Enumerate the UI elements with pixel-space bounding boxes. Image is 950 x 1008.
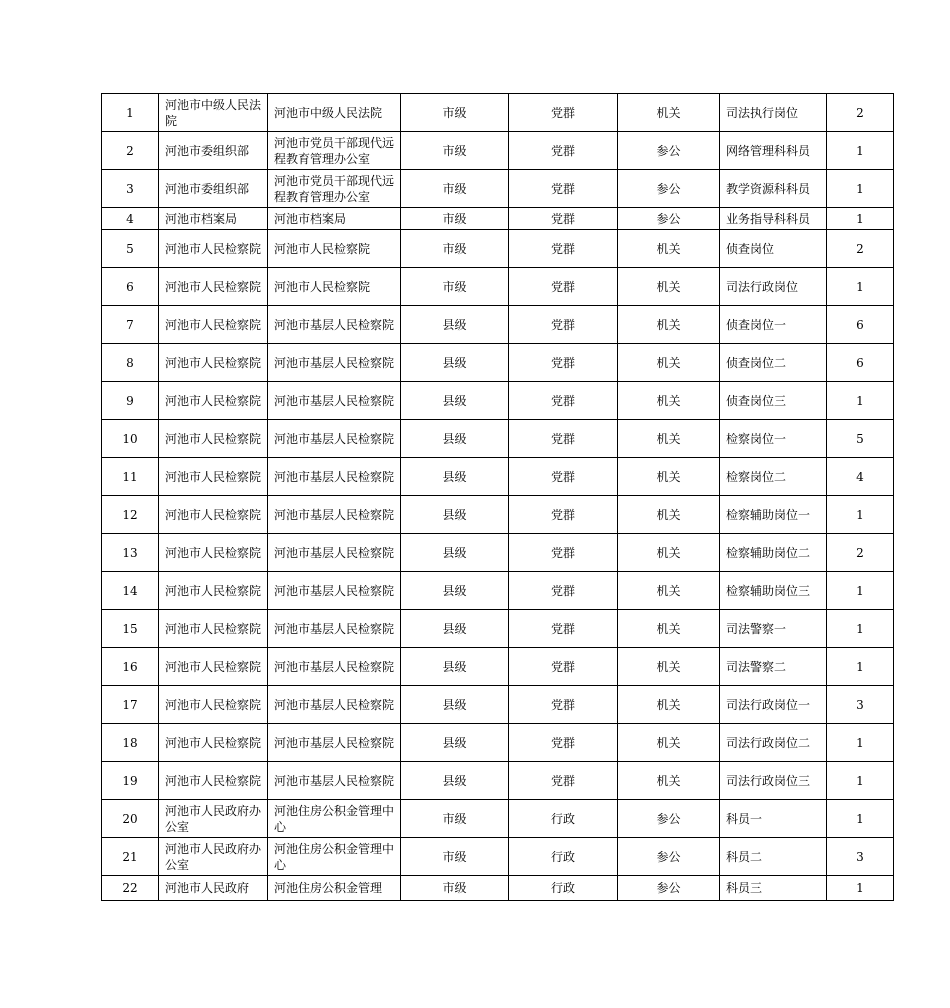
cell-position: 检察辅助岗位二 (720, 534, 827, 572)
cell-category: 党群 (509, 94, 618, 132)
cell-count: 5 (827, 420, 894, 458)
cell-count: 3 (827, 686, 894, 724)
cell-position: 司法警察二 (720, 648, 827, 686)
cell-count: 1 (827, 496, 894, 534)
cell-nature: 参公 (618, 208, 720, 230)
cell-level: 市级 (401, 170, 509, 208)
cell-position: 侦查岗位二 (720, 344, 827, 382)
table-row (102, 762, 894, 800)
cell-level: 县级 (401, 572, 509, 610)
cell-unit: 河池市人民检察院 (159, 344, 268, 382)
table-row (102, 724, 894, 762)
cell-position: 科员二 (720, 838, 827, 876)
cell-nature: 机关 (618, 610, 720, 648)
cell-nature: 机关 (618, 686, 720, 724)
cell-unit: 河池市人民检察院 (159, 762, 268, 800)
table-row (102, 382, 894, 420)
cell-number: 18 (102, 724, 159, 762)
cell-nature: 机关 (618, 534, 720, 572)
cell-count: 1 (827, 268, 894, 306)
cell-nature: 机关 (618, 94, 720, 132)
cell-number: 4 (102, 208, 159, 230)
cell-count: 1 (827, 762, 894, 800)
cell-level: 县级 (401, 496, 509, 534)
cell-position: 司法行政岗位二 (720, 724, 827, 762)
cell-category: 党群 (509, 382, 618, 420)
table-row (102, 306, 894, 344)
cell-category: 党群 (509, 762, 618, 800)
table-row (102, 458, 894, 496)
cell-nature: 机关 (618, 762, 720, 800)
cell-category: 党群 (509, 496, 618, 534)
table-row (102, 132, 894, 170)
cell-category: 党群 (509, 420, 618, 458)
cell-department: 河池住房公积金管理 (268, 876, 401, 901)
cell-department: 河池市基层人民检察院 (268, 686, 401, 724)
cell-department: 河池市党员干部现代远程教育管理办公室 (268, 132, 401, 170)
cell-nature: 机关 (618, 496, 720, 534)
table-row (102, 496, 894, 534)
cell-category: 党群 (509, 208, 618, 230)
cell-category: 党群 (509, 534, 618, 572)
cell-level: 县级 (401, 610, 509, 648)
cell-nature: 机关 (618, 724, 720, 762)
cell-position: 侦查岗位三 (720, 382, 827, 420)
cell-position: 司法警察一 (720, 610, 827, 648)
cell-department: 河池住房公积金管理中心 (268, 838, 401, 876)
cell-count: 1 (827, 208, 894, 230)
cell-department: 河池市基层人民检察院 (268, 382, 401, 420)
table-row (102, 572, 894, 610)
table-body (102, 94, 894, 901)
cell-department: 河池市基层人民检察院 (268, 496, 401, 534)
cell-department: 河池市中级人民法院 (268, 94, 401, 132)
cell-count: 1 (827, 572, 894, 610)
cell-unit: 河池市人民检察院 (159, 268, 268, 306)
cell-number: 22 (102, 876, 159, 901)
cell-count: 2 (827, 230, 894, 268)
cell-nature: 参公 (618, 838, 720, 876)
cell-count: 1 (827, 724, 894, 762)
cell-unit: 河池市人民检察院 (159, 572, 268, 610)
cell-level: 县级 (401, 420, 509, 458)
cell-position: 司法行政岗位 (720, 268, 827, 306)
cell-category: 行政 (509, 800, 618, 838)
cell-category: 党群 (509, 572, 618, 610)
cell-number: 1 (102, 94, 159, 132)
cell-count: 2 (827, 94, 894, 132)
table-row (102, 344, 894, 382)
cell-level: 县级 (401, 534, 509, 572)
cell-unit: 河池市人民检察院 (159, 496, 268, 534)
cell-department: 河池市人民检察院 (268, 268, 401, 306)
cell-level: 县级 (401, 306, 509, 344)
cell-category: 党群 (509, 344, 618, 382)
cell-nature: 机关 (618, 420, 720, 458)
cell-unit: 河池市人民检察院 (159, 610, 268, 648)
cell-unit: 河池市档案局 (159, 208, 268, 230)
cell-count: 1 (827, 170, 894, 208)
cell-number: 20 (102, 800, 159, 838)
cell-nature: 机关 (618, 344, 720, 382)
cell-department: 河池市党员干部现代远程教育管理办公室 (268, 170, 401, 208)
cell-unit: 河池市委组织部 (159, 170, 268, 208)
cell-position: 网络管理科科员 (720, 132, 827, 170)
cell-number: 11 (102, 458, 159, 496)
cell-number: 16 (102, 648, 159, 686)
cell-number: 13 (102, 534, 159, 572)
cell-category: 党群 (509, 306, 618, 344)
cell-number: 10 (102, 420, 159, 458)
cell-position: 科员三 (720, 876, 827, 901)
cell-nature: 机关 (618, 648, 720, 686)
cell-department: 河池市基层人民检察院 (268, 458, 401, 496)
cell-department: 河池市档案局 (268, 208, 401, 230)
table-row (102, 268, 894, 306)
cell-unit: 河池市人民检察院 (159, 306, 268, 344)
table-row (102, 534, 894, 572)
cell-position: 检察岗位一 (720, 420, 827, 458)
table-row (102, 876, 894, 901)
table-row (102, 686, 894, 724)
cell-unit: 河池市人民政府办公室 (159, 838, 268, 876)
cell-category: 党群 (509, 230, 618, 268)
cell-level: 市级 (401, 208, 509, 230)
cell-category: 党群 (509, 686, 618, 724)
cell-category: 行政 (509, 838, 618, 876)
cell-unit: 河池市中级人民法院 (159, 94, 268, 132)
cell-nature: 机关 (618, 306, 720, 344)
cell-number: 21 (102, 838, 159, 876)
table-row (102, 230, 894, 268)
cell-number: 14 (102, 572, 159, 610)
cell-number: 3 (102, 170, 159, 208)
cell-category: 党群 (509, 458, 618, 496)
cell-position: 检察辅助岗位一 (720, 496, 827, 534)
table-row (102, 208, 894, 230)
cell-department: 河池市基层人民检察院 (268, 306, 401, 344)
cell-level: 县级 (401, 686, 509, 724)
cell-unit: 河池市人民检察院 (159, 230, 268, 268)
cell-count: 4 (827, 458, 894, 496)
cell-nature: 机关 (618, 268, 720, 306)
cell-level: 县级 (401, 762, 509, 800)
cell-unit: 河池市人民检察院 (159, 458, 268, 496)
table-row (102, 800, 894, 838)
cell-unit: 河池市人民检察院 (159, 648, 268, 686)
cell-number: 15 (102, 610, 159, 648)
cell-level: 县级 (401, 648, 509, 686)
cell-unit: 河池市人民检察院 (159, 724, 268, 762)
cell-category: 行政 (509, 876, 618, 901)
cell-count: 1 (827, 382, 894, 420)
cell-nature: 机关 (618, 572, 720, 610)
cell-unit: 河池市人民检察院 (159, 382, 268, 420)
cell-count: 1 (827, 610, 894, 648)
cell-nature: 机关 (618, 458, 720, 496)
cell-level: 市级 (401, 876, 509, 901)
table-row (102, 648, 894, 686)
cell-level: 市级 (401, 838, 509, 876)
cell-position: 检察辅助岗位三 (720, 572, 827, 610)
cell-category: 党群 (509, 648, 618, 686)
cell-nature: 机关 (618, 230, 720, 268)
table-row (102, 170, 894, 208)
cell-count: 1 (827, 876, 894, 901)
cell-position: 司法行政岗位三 (720, 762, 827, 800)
cell-count: 3 (827, 838, 894, 876)
cell-unit: 河池市人民检察院 (159, 686, 268, 724)
cell-department: 河池市基层人民检察院 (268, 648, 401, 686)
cell-count: 1 (827, 132, 894, 170)
cell-unit: 河池市人民政府办公室 (159, 800, 268, 838)
cell-department: 河池市基层人民检察院 (268, 762, 401, 800)
cell-position: 科员一 (720, 800, 827, 838)
cell-level: 市级 (401, 94, 509, 132)
cell-category: 党群 (509, 724, 618, 762)
cell-department: 河池市基层人民检察院 (268, 610, 401, 648)
cell-unit: 河池市人民政府 (159, 876, 268, 901)
cell-count: 1 (827, 648, 894, 686)
cell-position: 教学资源科科员 (720, 170, 827, 208)
cell-position: 检察岗位二 (720, 458, 827, 496)
positions-table (101, 93, 894, 901)
cell-level: 市级 (401, 800, 509, 838)
cell-number: 5 (102, 230, 159, 268)
cell-number: 19 (102, 762, 159, 800)
cell-category: 党群 (509, 132, 618, 170)
cell-position: 业务指导科科员 (720, 208, 827, 230)
cell-department: 河池市基层人民检察院 (268, 572, 401, 610)
cell-number: 6 (102, 268, 159, 306)
cell-count: 1 (827, 800, 894, 838)
cell-number: 17 (102, 686, 159, 724)
cell-level: 县级 (401, 344, 509, 382)
cell-count: 6 (827, 306, 894, 344)
cell-nature: 参公 (618, 876, 720, 901)
cell-department: 河池市基层人民检察院 (268, 344, 401, 382)
cell-unit: 河池市人民检察院 (159, 534, 268, 572)
cell-nature: 参公 (618, 170, 720, 208)
cell-level: 县级 (401, 458, 509, 496)
cell-department: 河池市基层人民检察院 (268, 534, 401, 572)
table-row (102, 610, 894, 648)
cell-count: 6 (827, 344, 894, 382)
cell-level: 县级 (401, 382, 509, 420)
cell-number: 2 (102, 132, 159, 170)
cell-level: 市级 (401, 268, 509, 306)
table-row (102, 838, 894, 876)
cell-level: 市级 (401, 132, 509, 170)
cell-number: 9 (102, 382, 159, 420)
cell-position: 司法执行岗位 (720, 94, 827, 132)
cell-nature: 机关 (618, 382, 720, 420)
cell-level: 县级 (401, 724, 509, 762)
cell-level: 市级 (401, 230, 509, 268)
table-row (102, 94, 894, 132)
cell-number: 12 (102, 496, 159, 534)
cell-nature: 参公 (618, 132, 720, 170)
cell-category: 党群 (509, 610, 618, 648)
cell-department: 河池市基层人民检察院 (268, 420, 401, 458)
cell-department: 河池市人民检察院 (268, 230, 401, 268)
cell-category: 党群 (509, 170, 618, 208)
cell-department: 河池市基层人民检察院 (268, 724, 401, 762)
cell-department: 河池住房公积金管理中心 (268, 800, 401, 838)
cell-number: 8 (102, 344, 159, 382)
cell-position: 侦查岗位 (720, 230, 827, 268)
cell-position: 司法行政岗位一 (720, 686, 827, 724)
cell-number: 7 (102, 306, 159, 344)
cell-nature: 参公 (618, 800, 720, 838)
table-row (102, 420, 894, 458)
cell-unit: 河池市委组织部 (159, 132, 268, 170)
cell-unit: 河池市人民检察院 (159, 420, 268, 458)
cell-category: 党群 (509, 268, 618, 306)
cell-position: 侦查岗位一 (720, 306, 827, 344)
cell-count: 2 (827, 534, 894, 572)
